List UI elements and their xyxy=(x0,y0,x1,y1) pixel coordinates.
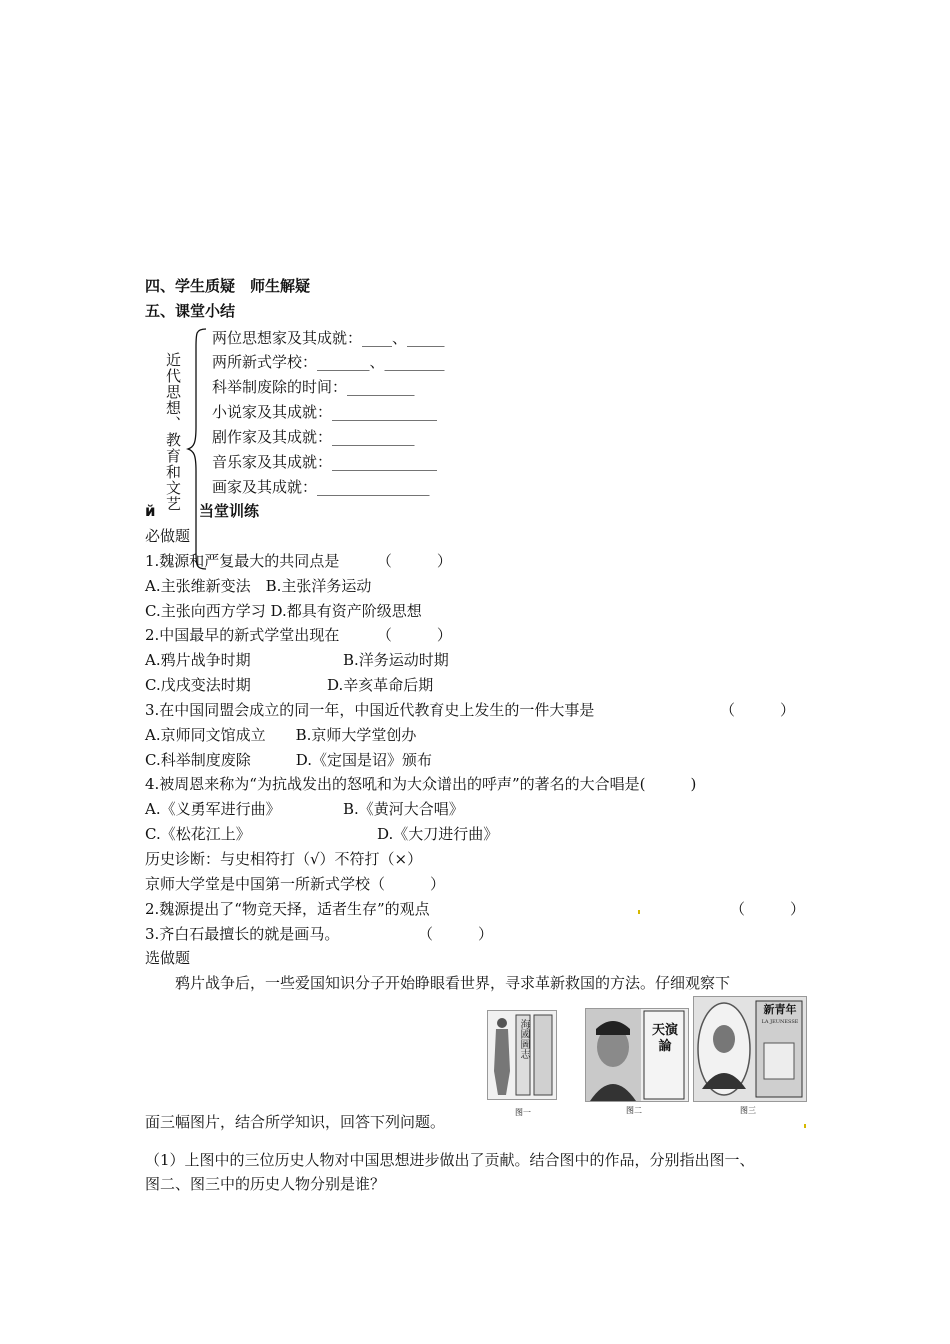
figure-3-image xyxy=(693,996,807,1102)
question-3-options-cd: C.科举制度废除 D.《定国是诏》颁布 xyxy=(145,751,432,769)
question-1-options-ab: A.主张维新变法 B.主张洋务运动 xyxy=(145,577,372,595)
summary-item-musician: 音乐家及其成就：______________ xyxy=(212,453,438,471)
figure-3-caption: 图三 xyxy=(740,1106,756,1115)
diagnosis-statement-3: 3.齐白石最擅长的就是画马。 xyxy=(145,925,340,943)
figure-2-image xyxy=(585,1008,689,1102)
question-2-option-a: A.鸦片战争时期 xyxy=(145,651,251,669)
passage-line-2: 面三幅图片，结合所学知识，回答下列问题。 xyxy=(145,1113,446,1131)
question-4-option-b: B.《黄河大合唱》 xyxy=(343,800,464,818)
question-3: 3.在中国同盟会成立的同一年，中国近代教育史上发生的一件大事是 xyxy=(145,701,595,719)
section-6-heading: 当堂训练 xyxy=(199,502,260,520)
question-1-options-cd: C.主张向西方学习 D.都具有资产阶级思想 xyxy=(145,602,422,620)
figure-2-caption: 图二 xyxy=(626,1106,642,1115)
required-label: 必做题 xyxy=(145,527,191,545)
figure-1-book-title: 海國圖志 xyxy=(518,1019,529,1059)
figure-3-book-title: 新青年 xyxy=(763,1003,797,1016)
diagnosis-statement-2: 2.魏源提出了“物竞天择，适者生存”的观点 xyxy=(145,900,430,918)
question-4-option-c: C.《松花江上》 xyxy=(145,825,251,843)
final-question-line-2: 图二、图三中的历史人物分别是谁？ xyxy=(145,1175,386,1193)
final-question-line-1: （1）上图中的三位历史人物对中国思想进步做出了贡献。结合图中的作品，分别指出图一、 xyxy=(145,1151,755,1169)
question-2-option-c: C.戊戌变法时期 xyxy=(145,676,251,694)
question-3-options-ab: A.京师同文馆成立 B.京师大学堂创办 xyxy=(145,726,417,744)
summary-item-schools: 两所新式学校：_______、________ xyxy=(212,353,445,371)
diagnosis-title: 历史诊断：与史相符打（√）不符打（×） xyxy=(145,850,423,868)
diagnosis-statement-1: 京师大学堂是中国第一所新式学校（ ） xyxy=(145,875,446,893)
question-4: 4.被周恩来称为“为抗战发出的怒吼和为大众谱出的呼声”的著名的大合唱是( ) xyxy=(145,775,697,793)
passage-line-1: 鸦片战争后，一些爱国知识分子开始睁眼看世界，寻求革新救国的方法。仔细观察下 xyxy=(145,974,731,992)
figure-3-book-subtitle: LA JEUNESSE xyxy=(761,1019,799,1025)
summary-item-playwright: 剧作家及其成就：___________ xyxy=(212,428,415,446)
figure-1-caption: 图一 xyxy=(515,1108,531,1117)
figure-1-image xyxy=(487,1010,557,1100)
summary-item-painter: 画家及其成就：_______________ xyxy=(212,478,430,496)
optional-label: 选做题 xyxy=(145,949,191,967)
stray-mark-2 xyxy=(804,1124,806,1128)
diagnosis-statement-3-paren: （ ） xyxy=(418,925,494,943)
section-4-heading: 四、学生质疑 师生解疑 xyxy=(145,277,311,295)
question-3-answer-paren: （ ） xyxy=(720,701,796,719)
stray-mark xyxy=(638,910,640,914)
question-2: 2.中国最早的新式学堂出现在 （ ） xyxy=(145,626,452,644)
summary-item-thinkers: 两位思想家及其成就：____、_____ xyxy=(212,329,445,347)
question-1: 1.魏源和严复最大的共同点是 （ ） xyxy=(145,552,452,570)
question-2-option-b: B.洋务运动时期 xyxy=(343,651,449,669)
question-4-option-d: D.《大刀进行曲》 xyxy=(377,825,499,843)
section-5-heading: 五、课堂小结 xyxy=(145,302,236,320)
section-6-prefix: й xyxy=(145,502,156,520)
summary-item-exam-abolish: 科举制废除的时间：_________ xyxy=(212,378,415,396)
figure-2-book-title: 天演論 xyxy=(651,1023,678,1054)
diagnosis-statement-2-paren: （ ） xyxy=(730,900,806,918)
summary-item-novelist: 小说家及其成就：______________ xyxy=(212,403,438,421)
question-4-option-a: A.《义勇军进行曲》 xyxy=(145,800,281,818)
summary-vertical-label: 近代思想、教育和文艺 xyxy=(164,352,182,512)
question-2-option-d: D.辛亥革命后期 xyxy=(327,676,434,694)
